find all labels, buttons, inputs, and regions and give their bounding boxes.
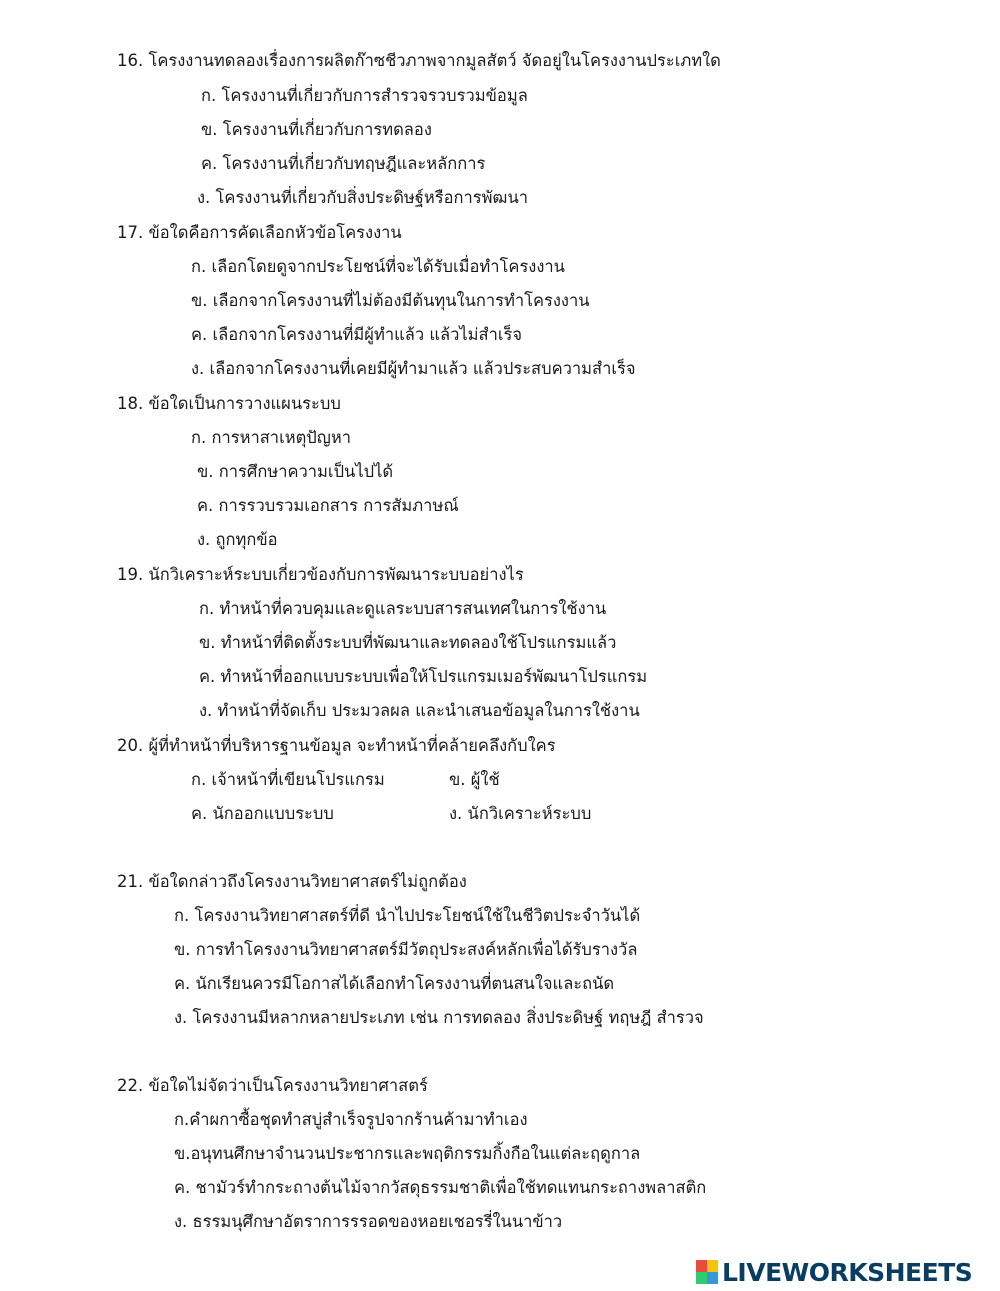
question-20-option-b[interactable]: ข. ผู้ใช้ <box>449 770 500 789</box>
question-20-option-a[interactable]: ก. เจ้าหน้าที่เขียนโปรแกรม <box>191 770 385 789</box>
liveworksheets-wordmark: LIVEWORKSHEETS <box>722 1257 973 1287</box>
question-18-stem: 18. ข้อใดเป็นการวางแผนระบบ <box>117 394 341 413</box>
logo-square-blue <box>707 1272 718 1284</box>
question-22-option-d[interactable]: ง. ธรรมนุศึกษาอัตราการรรอดของหอยเชอรรี่ในนาข้าว <box>174 1212 563 1231</box>
question-17-option-a[interactable]: ก. เลือกโดยดูจากประโยชน์ที่จะได้รับเมื่อทำโครงงาน <box>191 257 565 276</box>
question-19-option-d[interactable]: ง. ทำหน้าที่จัดเก็บ ประมวลผล และนำเสนอข้อมูลในการใช้งาน <box>199 701 640 720</box>
question-22-option-a[interactable]: ก.คำผกาซื้อชุดทำสบู่สำเร็จรูปจากร้านค้ามาทำเอง <box>174 1110 528 1129</box>
question-17-option-c[interactable]: ค. เลือกจากโครงงานที่มีผู้ทำแล้ว แล้วไม่สำเร็จ <box>191 325 523 344</box>
question-21-option-d[interactable]: ง. โครงงานมีหลากหลายประเภท เช่น การทดลอง สิ่งประดิษฐ์ ทฤษฎี สำรวจ <box>174 1008 704 1027</box>
question-18-option-d[interactable]: ง. ถูกทุกข้อ <box>197 530 278 549</box>
question-20-option-c[interactable]: ค. นักออกแบบระบบ <box>191 804 334 823</box>
question-18-option-a[interactable]: ก. การหาสาเหตุปัญหา <box>191 428 351 447</box>
question-17-option-b[interactable]: ข. เลือกจากโครงงานที่ไม่ต้องมีต้นทุนในการทำโครงงาน <box>191 291 590 310</box>
question-16-option-d[interactable]: ง. โครงงานที่เกี่ยวกับสิ่งประดิษฐ์หรือการพัฒนา <box>197 188 528 207</box>
question-20-stem: 20. ผู้ที่ทำหน้าที่บริหารฐานข้อมูล จะทำหน้าที่คล้ายคลึงกับใคร <box>117 736 556 755</box>
liveworksheets-logo <box>696 1257 972 1287</box>
question-16-stem: 16. โครงงานทดลองเรื่องการผลิตก๊าซชีวภาพจากมูลสัตว์ จัดอยู่ในโครงงานประเภทใด <box>117 51 721 70</box>
question-20-option-d[interactable]: ง. นักวิเคราะห์ระบบ <box>449 804 592 823</box>
question-21-option-b[interactable]: ข. การทำโครงงานวิทยาศาสตร์มีวัตถุประสงค์หลักเพื่อได้รับรางวัล <box>174 940 638 959</box>
question-22-option-c[interactable]: ค. ชามัวร์ทำกระถางต้นไม้จากวัสดุธรรมชาติเพื่อใช้ทดแทนกระถางพลาสติก <box>174 1178 707 1197</box>
question-17-stem: 17. ข้อใดคือการคัดเลือกหัวข้อโครงงาน <box>117 223 402 242</box>
logo-square-red <box>696 1260 707 1272</box>
question-16-option-b[interactable]: ข. โครงงานที่เกี่ยวกับการทดลอง <box>201 120 432 139</box>
question-19-option-b[interactable]: ข. ทำหน้าที่ติดตั้งระบบที่พัฒนาและทดลองใช้โปรแกรมแล้ว <box>199 633 617 652</box>
question-22-stem: 22. ข้อใดไม่จัดว่าเป็นโครงงานวิทยาศาสตร์ <box>117 1076 428 1095</box>
question-19-option-a[interactable]: ก. ทำหน้าที่ควบคุมและดูแลระบบสารสนเทศในการใช้งาน <box>199 599 607 618</box>
question-19-stem: 19. นักวิเคราะห์ระบบเกี่ยวข้องกับการพัฒนาระบบอย่างไร <box>117 565 524 584</box>
question-19-option-c[interactable]: ค. ทำหน้าที่ออกแบบระบบเพื่อให้โปรแกรมเมอร์พัฒนาโปรแกรม <box>199 667 648 686</box>
question-16-option-a[interactable]: ก. โครงงานที่เกี่ยวกับการสำรวจรวบรวมข้อมูล <box>201 86 528 105</box>
question-16-option-c[interactable]: ค. โครงงานที่เกี่ยวกับทฤษฎีและหลักการ <box>201 154 486 173</box>
question-18-option-c[interactable]: ค. การรวบรวมเอกสาร การสัมภาษณ์ <box>197 496 459 515</box>
question-21-option-c[interactable]: ค. นักเรียนควรมีโอกาสได้เลือกทำโครงงานที่ตนสนใจและถนัด <box>174 974 615 993</box>
question-21-stem: 21. ข้อใดกล่าวถึงโครงงานวิทยาศาสตร์ไม่ถูกต้อง <box>117 872 467 891</box>
question-18-option-b[interactable]: ข. การศึกษาความเป็นไปได้ <box>197 462 394 481</box>
liveworksheets-logo-icon <box>696 1260 718 1284</box>
logo-square-yellow <box>707 1260 718 1272</box>
question-21-option-a[interactable]: ก. โครงงานวิทยาศาสตร์ที่ดี นำไปประโยชน์ใช้ในชีวิตประจำวันได้ <box>174 906 641 925</box>
logo-square-green <box>696 1272 707 1284</box>
question-17-option-d[interactable]: ง. เลือกจากโครงงานที่เคยมีผู้ทำมาแล้ว แล้วประสบความสำเร็จ <box>191 359 636 378</box>
question-22-option-b[interactable]: ข.อนุทนศึกษาจำนวนประชากรและพฤติกรรมกิ้งกือในแต่ละฤดูกาล <box>174 1144 641 1163</box>
